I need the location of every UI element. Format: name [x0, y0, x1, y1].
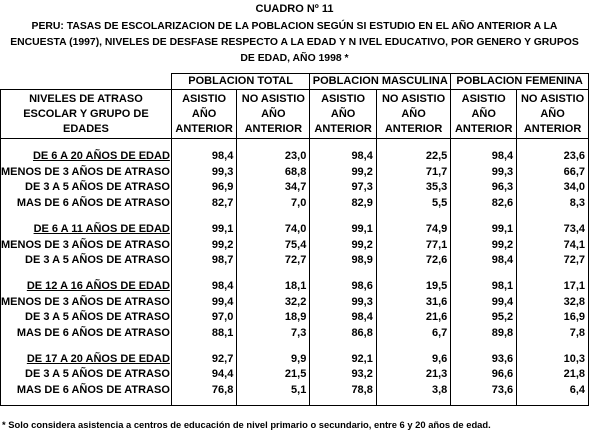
value-cell: 88,1: [171, 326, 236, 342]
table-row: [1, 295, 589, 311]
value-cell: 96,9: [171, 180, 236, 196]
table-number: CUADRO Nº 11: [255, 3, 334, 15]
value-cell: 18,9: [237, 310, 310, 326]
value-cell: 34,7: [237, 180, 310, 196]
value-cell: 98,9: [310, 253, 377, 269]
value-cell: 98,4: [451, 253, 517, 269]
subheader-asistio: [451, 90, 517, 139]
subheader-no-asistio: [376, 90, 450, 139]
value-cell: 71,7: [376, 165, 450, 181]
subheader-line: AÑO: [330, 107, 356, 120]
value-cell: 98,4: [451, 149, 517, 165]
row-label-header-line: NIVELES DE ATRASO: [29, 92, 143, 105]
value-cell: 21,5: [237, 367, 310, 383]
subheader-line: ANTERIOR: [454, 122, 513, 135]
value-cell: 92,1: [310, 352, 377, 368]
value-cell: 10,3: [517, 352, 589, 368]
row-label: DE 3 A 5 AÑOS DE ATRASO: [1, 310, 172, 326]
value-cell: 92,7: [171, 352, 236, 368]
title-line: ENCUESTA (1997), NIVELES DE DESFASE RESPECTO A LA EDAD Y N IVEL EDUCATIVO, POR GENERO Y GRUPOS: [10, 37, 579, 48]
value-cell: 99,2: [310, 238, 377, 254]
age-group-label: DE 6 A 20 AÑOS DE EDAD: [1, 149, 172, 165]
value-cell: 99,1: [171, 222, 236, 238]
row-label: MAS DE 6 AÑOS DE ATRASO: [1, 326, 172, 342]
subheader-line: ASISTIO: [182, 92, 227, 105]
group-header-femenina: POBLACION FEMENINA: [451, 74, 589, 90]
table-row: [1, 326, 589, 342]
value-cell: 72,7: [517, 253, 589, 269]
value-cell: 97,0: [171, 310, 236, 326]
value-cell: 86,8: [310, 326, 377, 342]
value-cell: 22,5: [376, 149, 450, 165]
value-cell: 95,2: [451, 310, 517, 326]
row-label: DE 3 A 5 AÑOS DE ATRASO: [1, 367, 172, 383]
subheader-asistio: [310, 90, 377, 139]
value-cell: 18,1: [237, 279, 310, 295]
value-cell: 93,2: [310, 367, 377, 383]
subheader-line: ASISTIO: [321, 92, 366, 105]
value-cell: 98,4: [171, 149, 236, 165]
subheader-line: ANTERIOR: [523, 122, 582, 135]
value-cell: 98,6: [310, 279, 377, 295]
row-label: MAS DE 6 AÑOS DE ATRASO: [1, 383, 172, 399]
value-cell: 8,3: [517, 196, 589, 212]
value-cell: 21,6: [376, 310, 450, 326]
value-cell: 16,9: [517, 310, 589, 326]
row-label: DE 3 A 5 AÑOS DE ATRASO: [1, 180, 172, 196]
value-cell: 89,8: [451, 326, 517, 342]
value-cell: 99,2: [451, 238, 517, 254]
section-heading-row: [1, 149, 589, 165]
subheader-line: ANTERIOR: [314, 122, 372, 135]
group-header-masculina: POBLACION MASCULINA: [310, 74, 451, 90]
value-cell: 99,1: [310, 222, 377, 238]
table-row: [1, 196, 589, 212]
value-cell: 68,8: [237, 165, 310, 181]
table-row: [1, 180, 589, 196]
value-cell: 98,4: [310, 149, 377, 165]
value-cell: 82,6: [451, 196, 517, 212]
value-cell: 34,0: [517, 180, 589, 196]
value-cell: 3,8: [376, 383, 450, 399]
spacer-row: [1, 342, 589, 352]
value-cell: 66,7: [517, 165, 589, 181]
section-heading-row: [1, 352, 589, 368]
value-cell: 93,6: [451, 352, 517, 368]
row-label: DE 3 A 5 AÑOS DE ATRASO: [1, 253, 172, 269]
age-group-label: DE 12 A 16 AÑOS DE EDAD: [1, 279, 172, 295]
value-cell: 78,8: [310, 383, 377, 399]
section-heading-row: [1, 222, 589, 238]
row-label: MAS DE 6 AÑOS DE ATRASO: [1, 196, 172, 212]
table-row: [1, 238, 589, 254]
subheader-line: ANTERIOR: [175, 122, 233, 135]
value-cell: 72,7: [237, 253, 310, 269]
data-table: [0, 73, 589, 406]
value-cell: 74,1: [517, 238, 589, 254]
value-cell: 82,9: [310, 196, 377, 212]
title-line: DE EDAD, AÑO 1998 *: [240, 53, 349, 64]
value-cell: 9,6: [376, 352, 450, 368]
subheader-line: NO ASISTIO: [241, 92, 305, 105]
subheader-line: ANTERIOR: [384, 122, 443, 135]
subheader-line: NO ASISTIO: [381, 92, 446, 105]
table-title: [0, 19, 589, 67]
table-row: [1, 367, 589, 383]
subheader-line: AÑO: [471, 107, 496, 120]
subheader-line: AÑO: [401, 107, 426, 120]
row-label-header: [1, 90, 172, 139]
value-cell: 5,5: [376, 196, 450, 212]
value-cell: 82,7: [171, 196, 236, 212]
value-cell: 6,4: [517, 383, 589, 399]
value-cell: 7,0: [237, 196, 310, 212]
value-cell: 99,4: [451, 295, 517, 311]
row-label: MENOS DE 3 AÑOS DE ATRASO: [1, 295, 172, 311]
subheader-line: ASISTIO: [461, 92, 506, 105]
value-cell: 31,6: [376, 295, 450, 311]
value-cell: 99,3: [171, 165, 236, 181]
value-cell: 35,3: [376, 180, 450, 196]
table-row: [1, 253, 589, 269]
title-line: PERU: TASAS DE ESCOLARIZACION DE LA POBLACION SEGÚN SI ESTUDIO EN EL AÑO ANTERIOR A LA: [31, 21, 558, 32]
subheader-asistio: [171, 90, 236, 139]
subheader-line: AÑO: [540, 107, 565, 120]
value-cell: 99,4: [171, 295, 236, 311]
value-cell: 96,6: [451, 367, 517, 383]
value-cell: 75,4: [237, 238, 310, 254]
value-cell: 73,4: [517, 222, 589, 238]
value-cell: 72,6: [376, 253, 450, 269]
row-label-header-line: ESCOLAR Y GRUPO DE: [23, 107, 149, 120]
value-cell: 99,3: [310, 295, 377, 311]
value-cell: 94,4: [171, 367, 236, 383]
value-cell: 21,8: [517, 367, 589, 383]
value-cell: 98,4: [171, 279, 236, 295]
value-cell: 19,5: [376, 279, 450, 295]
value-cell: 77,1: [376, 238, 450, 254]
subheader-line: ANTERIOR: [244, 122, 303, 135]
value-cell: 5,1: [237, 383, 310, 399]
spacer-row: [1, 269, 589, 279]
spacer-row: [1, 399, 589, 406]
subheader-line: NO ASISTIO: [520, 92, 585, 105]
value-cell: 7,3: [237, 326, 310, 342]
subheader-no-asistio: [517, 90, 589, 139]
subheader-line: AÑO: [191, 107, 217, 120]
footnote: * Solo considera asistencia a centros de educación de nivel primario o secundario, entre 6 y 20 años de edad.: [2, 419, 491, 430]
table-row: [1, 383, 589, 399]
table-body: [1, 139, 589, 406]
subheader-no-asistio: [237, 90, 310, 139]
value-cell: 23,6: [517, 149, 589, 165]
value-cell: 99,1: [451, 222, 517, 238]
section-heading-row: [1, 279, 589, 295]
value-cell: 9,9: [237, 352, 310, 368]
spacer-row: [1, 139, 589, 150]
subheader-line: AÑO: [261, 107, 286, 120]
value-cell: 97,3: [310, 180, 377, 196]
value-cell: 98,4: [310, 310, 377, 326]
age-group-label: DE 17 A 20 AÑOS DE EDAD: [1, 352, 172, 368]
value-cell: 32,8: [517, 295, 589, 311]
value-cell: 17,1: [517, 279, 589, 295]
value-cell: 99,3: [451, 165, 517, 181]
value-cell: 32,2: [237, 295, 310, 311]
group-header-total: POBLACION TOTAL: [171, 74, 309, 90]
table-row: [1, 310, 589, 326]
table-row: [1, 165, 589, 181]
value-cell: 76,8: [171, 383, 236, 399]
value-cell: 74,9: [376, 222, 450, 238]
value-cell: 74,0: [237, 222, 310, 238]
age-group-label: DE 6 A 11 AÑOS DE EDAD: [1, 222, 172, 238]
value-cell: 23,0: [237, 149, 310, 165]
row-label: MENOS DE 3 AÑOS DE ATRASO: [1, 165, 172, 181]
value-cell: 6,7: [376, 326, 450, 342]
spacer-row: [1, 212, 589, 222]
value-cell: 99,2: [310, 165, 377, 181]
value-cell: 73,6: [451, 383, 517, 399]
value-cell: 98,7: [171, 253, 236, 269]
value-cell: 7,8: [517, 326, 589, 342]
value-cell: 99,2: [171, 238, 236, 254]
row-label: MENOS DE 3 AÑOS DE ATRASO: [1, 238, 172, 254]
value-cell: 21,3: [376, 367, 450, 383]
value-cell: 96,3: [451, 180, 517, 196]
value-cell: 98,1: [451, 279, 517, 295]
row-label-header-line: EDADES: [63, 122, 109, 135]
